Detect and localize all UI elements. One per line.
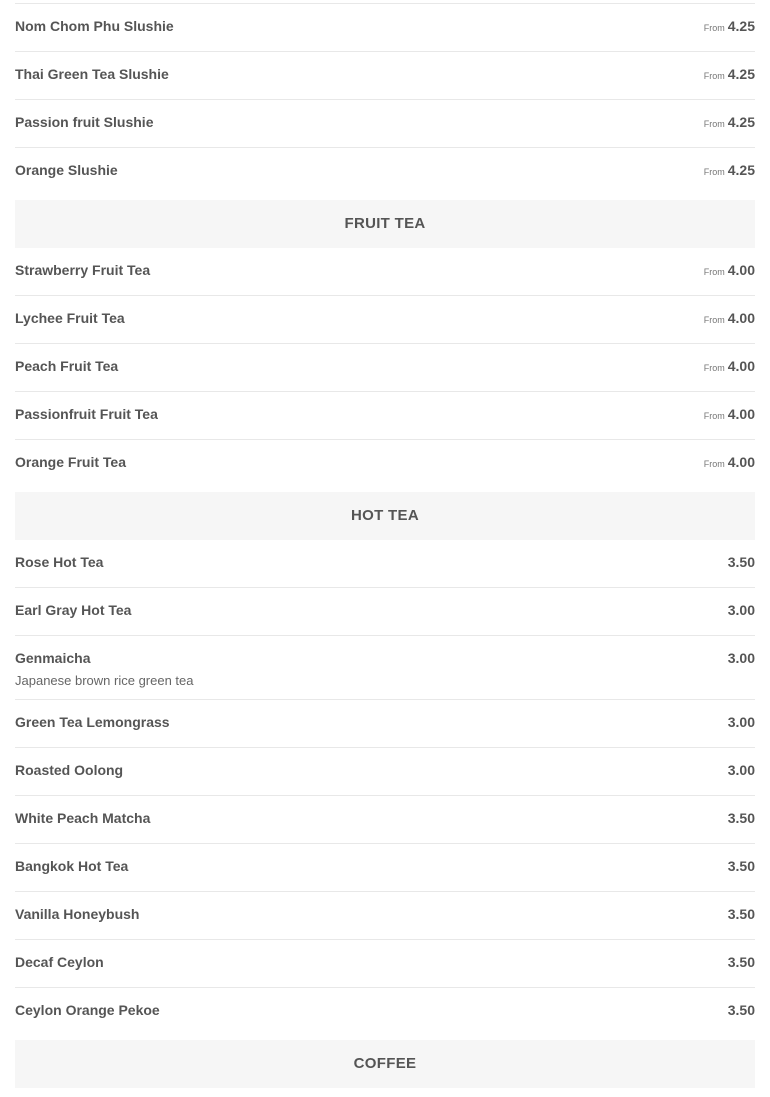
- price-from-label: From: [703, 363, 725, 373]
- item-name: Nom Chom Phu Slushie: [15, 18, 174, 34]
- menu-item[interactable]: [15, 940, 755, 988]
- item-price: [704, 310, 755, 326]
- item-price: [704, 358, 755, 374]
- item-price: 3.50: [727, 906, 755, 922]
- menu-item[interactable]: [15, 296, 755, 344]
- item-name: Orange Fruit Tea: [15, 454, 126, 470]
- menu-item[interactable]: [15, 892, 755, 940]
- item-price: 3.00: [727, 714, 755, 730]
- price-value: 4.00: [727, 406, 755, 422]
- item-name: Passion fruit Slushie: [15, 114, 154, 130]
- menu-item[interactable]: [15, 248, 755, 296]
- menu-item[interactable]: [15, 392, 755, 440]
- item-price: 3.00: [727, 762, 755, 778]
- price-from-label: From: [703, 267, 725, 277]
- item-name: Green Tea Lemongrass: [15, 714, 170, 730]
- price-from-label: From: [703, 23, 725, 33]
- menu-item[interactable]: [15, 344, 755, 392]
- item-name: Peach Fruit Tea: [15, 358, 119, 374]
- item-name: Vanilla Honeybush: [15, 906, 140, 922]
- item-price: 3.00: [727, 602, 755, 618]
- item-price: [704, 66, 755, 82]
- menu-item[interactable]: [15, 52, 755, 100]
- item-name: Thai Green Tea Slushie: [15, 66, 169, 82]
- menu-item[interactable]: [15, 700, 755, 748]
- section-header-hot-tea: HOT TEA: [15, 492, 755, 540]
- price-from-label: From: [703, 167, 725, 177]
- price-from-label: From: [703, 315, 725, 325]
- menu-list: [15, 0, 755, 1088]
- item-description: Japanese brown rice green tea: [15, 673, 194, 688]
- menu-item[interactable]: [15, 100, 755, 148]
- item-name: Lychee Fruit Tea: [15, 310, 125, 326]
- item-name: Decaf Ceylon: [15, 954, 104, 970]
- item-price: [704, 262, 755, 278]
- menu-item[interactable]: [15, 636, 755, 700]
- item-price: 3.50: [727, 858, 755, 874]
- item-name: Passionfruit Fruit Tea: [15, 406, 158, 422]
- price-from-label: From: [703, 119, 725, 129]
- menu-item[interactable]: [15, 440, 755, 492]
- price-value: 4.00: [727, 262, 755, 278]
- item-name: Strawberry Fruit Tea: [15, 262, 151, 278]
- price-value: 4.00: [727, 310, 755, 326]
- item-name: Rose Hot Tea: [15, 554, 104, 570]
- price-value: 4.25: [727, 114, 755, 130]
- menu-item[interactable]: [15, 844, 755, 892]
- item-name: Roasted Oolong: [15, 762, 124, 778]
- price-value: 4.25: [727, 18, 755, 34]
- item-price: 3.50: [727, 810, 755, 826]
- item-price: [704, 18, 755, 34]
- item-price: [704, 114, 755, 130]
- item-price: 3.50: [727, 554, 755, 570]
- item-price: [704, 162, 755, 178]
- section-header-coffee: COFFEE: [15, 1040, 755, 1088]
- item-name: Orange Slushie: [15, 162, 118, 178]
- menu-item[interactable]: [15, 540, 755, 588]
- item-name: Ceylon Orange Pekoe: [15, 1002, 160, 1018]
- item-name: Earl Gray Hot Tea: [15, 602, 132, 618]
- item-price: [704, 406, 755, 422]
- menu-item[interactable]: [15, 4, 755, 52]
- item-price: 3.00: [727, 650, 755, 666]
- item-name: White Peach Matcha: [15, 810, 151, 826]
- menu-item[interactable]: [15, 748, 755, 796]
- price-value: 4.25: [727, 66, 755, 82]
- price-from-label: From: [703, 411, 725, 421]
- menu-item[interactable]: [15, 988, 755, 1040]
- item-price: 3.50: [727, 954, 755, 970]
- price-from-label: From: [703, 71, 725, 81]
- menu-item[interactable]: [15, 588, 755, 636]
- item-name: Genmaicha: [15, 650, 91, 666]
- price-from-label: From: [703, 459, 725, 469]
- price-value: 4.25: [727, 162, 755, 178]
- item-price: 3.50: [727, 1002, 755, 1018]
- item-name: Bangkok Hot Tea: [15, 858, 129, 874]
- section-header-fruit-tea: FRUIT TEA: [15, 200, 755, 248]
- price-value: 4.00: [727, 358, 755, 374]
- menu-item[interactable]: [15, 796, 755, 844]
- price-value: 4.00: [727, 454, 755, 470]
- menu-item[interactable]: [15, 148, 755, 200]
- item-price: [704, 454, 755, 470]
